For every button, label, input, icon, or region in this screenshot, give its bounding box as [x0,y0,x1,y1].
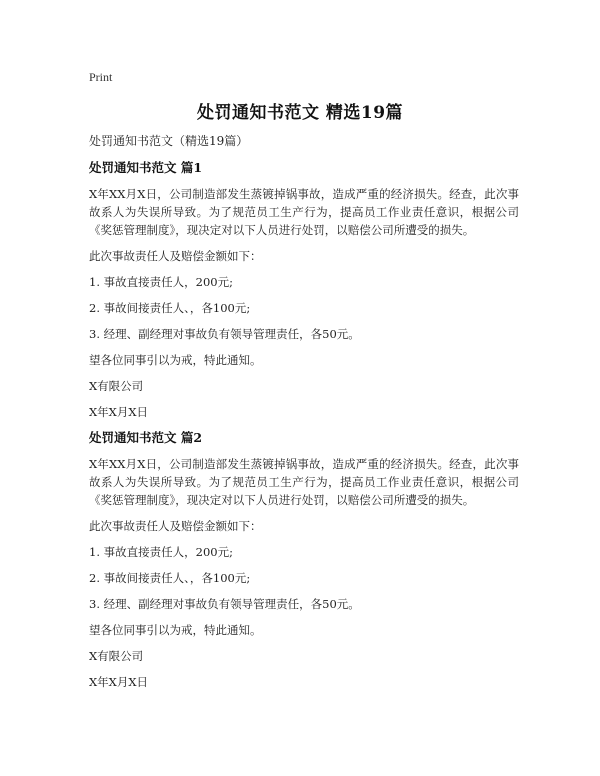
document-subtitle: 处罚通知书范文（精选19篇） [89,134,249,148]
section-2-intro: 此次事故责任人及赔偿金额如下： [89,519,262,533]
section-1-intro: 此次事故责任人及赔偿金额如下： [89,249,262,263]
section-heading-1: 处罚通知书范文 篇1 [89,160,203,175]
section-2-date: X年X月X日 [89,675,149,689]
section-1-item-3: 3. 经理、副经理对事故负有领导管理责任，各50元。 [89,327,360,341]
section-2-item-1: 1. 事故直接责任人，200元; [89,545,233,559]
section-1-paragraph: X年XX月X日，公司制造部发生蒸镀掉锅事故，造成严重的经济损失。经查，此次事故系人为失误所导致。为了规范员工生产行为，提高员工作业责任意识，根据公司《奖惩管理制度》，现决定对以下人员进行处罚，以赔偿公司所遭受的损失。 [89,187,519,237]
print-link[interactable]: Print [89,70,113,84]
section-1-date: X年X月X日 [89,405,149,419]
section-2-company: X有限公司 [89,649,144,663]
section-1-company: X有限公司 [89,379,144,393]
section-1-item-1: 1. 事故直接责任人，200元; [89,275,233,289]
section-2-item-3: 3. 经理、副经理对事故负有领导管理责任，各50元。 [89,597,360,611]
document-body [89,132,519,699]
section-heading-2: 处罚通知书范文 篇2 [89,430,203,445]
section-1-closing: 望各位同事引以为戒，特此通知。 [89,353,262,367]
section-2-item-2: 2. 事故间接责任人、，各100元; [89,571,251,585]
section-2-closing: 望各位同事引以为戒，特此通知。 [89,623,262,637]
section-1-item-2: 2. 事故间接责任人、，各100元; [89,301,251,315]
section-2-paragraph: X年XX月X日，公司制造部发生蒸镀掉锅事故，造成严重的经济损失。经查，此次事故系人为失误所导致。为了规范员工生产行为，提高员工作业责任意识，根据公司《奖惩管理制度》，现决定对以下人员进行处罚，以赔偿公司所遭受的损失。 [89,457,519,507]
page-title: 处罚通知书范文 精选19篇 [196,103,404,123]
